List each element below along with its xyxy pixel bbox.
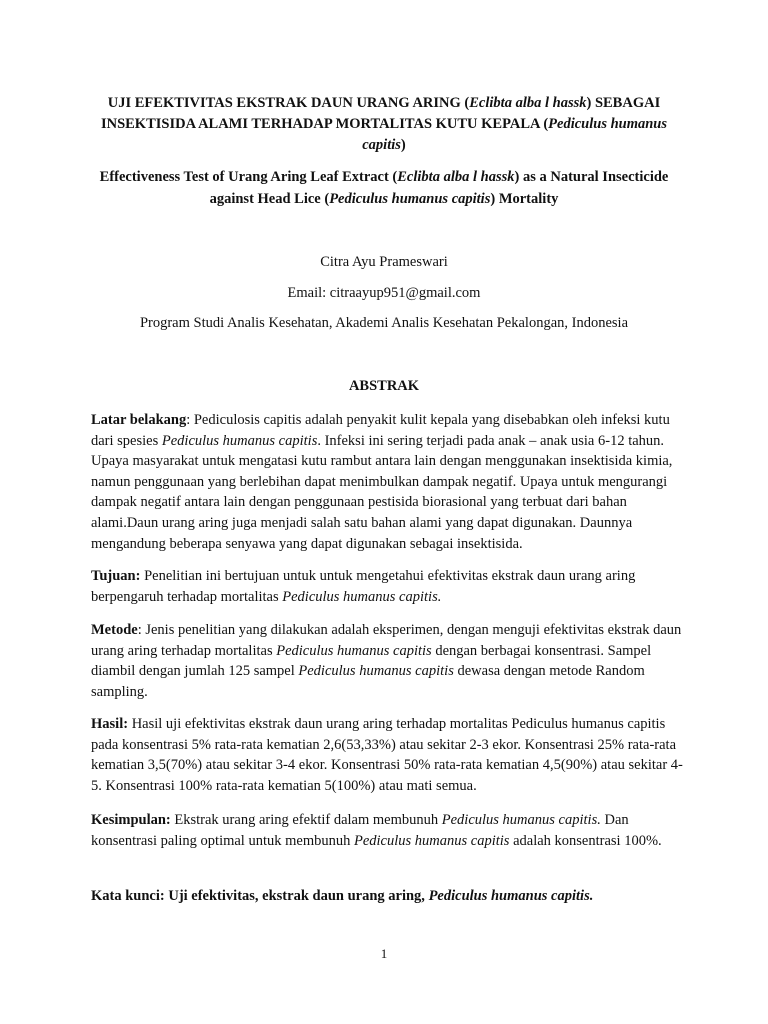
title-id-species1: Eclibta alba l hassk: [469, 95, 587, 111]
method-label: Metode: [91, 622, 138, 638]
conclusion-text-1: Ekstrak urang aring efektif dalam membunuh: [170, 812, 442, 828]
conclusion-text-3: adalah konsentrasi 100%.: [509, 832, 662, 849]
method-text-2: dengan berbagai konsentrasi. Sampel diambil dengan jumlah 125 sampel: [91, 642, 652, 680]
objective-species: Pediculus humanus capitis.: [282, 588, 442, 605]
conclusion-species-1: Pediculus humanus capitis.: [441, 812, 601, 828]
author-affiliation: Program Studi Analis Kesehatan, Akademi Analis Kesehatan Pekalongan, Indonesia: [139, 315, 629, 331]
results-label: Hasil:: [91, 716, 129, 732]
title-en-part2: ) as a Natural Insecticide against Head Lice (: [209, 169, 669, 207]
keywords-label: Kata kunci: Uji efektivitas, ekstrak daun urang aring,: [91, 888, 429, 904]
title-id-species2: Pediculus humanus capitis: [362, 116, 668, 153]
method-species-1: Pediculus humanus capitis: [276, 642, 432, 659]
page-number: 1: [380, 946, 388, 961]
title-en-part3: ) Mortality: [490, 191, 559, 207]
conclusion-text-2: Dan konsentrasi paling optimal untuk membunuh: [91, 812, 629, 849]
abstract-objective-paragraph: [91, 566, 687, 607]
method-text-3: dewasa dengan metode Random sampling.: [91, 663, 645, 700]
abstract-results-paragraph: [91, 714, 687, 796]
abstract-method-paragraph: [91, 620, 687, 702]
author-name: Citra Ayu Prameswari: [320, 254, 448, 270]
method-species-2: Pediculus humanus capitis: [298, 663, 454, 680]
abstract-background-paragraph: [91, 410, 687, 554]
conclusion-species-2: Pediculus humanus capitis: [353, 832, 510, 849]
title-en-species1: Eclibta alba l hassk: [397, 169, 515, 185]
paper-title-english: [90, 166, 678, 210]
background-species: Pediculus humanus capitis: [161, 432, 318, 449]
abstract-heading: ABSTRAK: [348, 378, 420, 394]
background-text-1: : Pediculosis capitis adalah penyakit kulit kepala yang disebabkan oleh infeksi kutu dari spesies: [91, 412, 670, 449]
objective-text-1: Penelitian ini bertujuan untuk untuk mengetahui efektivitas ekstrak daun urang aring berpengaruh terhadap mortalitas: [91, 568, 636, 605]
keywords-paragraph: [91, 886, 687, 907]
objective-label: Tujuan:: [91, 568, 141, 584]
title-en-part1: Effectiveness Test of Urang Aring Leaf Extract (: [99, 169, 398, 185]
background-text-2: . Infeksi ini sering terjadi pada anak – anak usia 6-12 tahun. Upaya masyarakat untuk mengatasi kutu rambut antara lain dengan menggunakan insektisida kimia, namun penggunaan yang berlebihan dapat menimbulkan dampak negatif. Upaya untuk mengurangi dampak negatif antara lain dengan penggunaan pestisida biorasional yang terbuat dari bahan alami.Daun urang aring juga menjadi salah satu bahan alami yang dapat digunakan. Daunnya mengandung beberapa senyawa yang dapat digunakan sebagai insektisida.: [91, 432, 673, 552]
paper-title-indonesian: [90, 93, 678, 156]
conclusion-label: Kesimpulan:: [91, 812, 171, 828]
method-text-1: : Jenis penelitian yang dilakukan adalah eksperimen, dengan menguji efektivitas ekstrak daun urang aring terhadap mortalitas: [91, 622, 682, 659]
background-label: Latar belakang: [91, 412, 187, 428]
results-text: Hasil uji efektivitas ekstrak daun urang aring terhadap mortalitas Pediculus humanus capitis pada konsentrasi 5% rata-rata kematian 2,6(53,33%) atau sekitar 2-3 ekor. Konsentrasi 25% rata-rata kematian 3,5(70%) atau sekitar 3-4 ekor. Konsentrasi 50% rata-rata kematian 4,5(90%) atau sekitar 4-5. Konsentrasi 100% rata-rata kematian 5(100%) atau mati semua.: [91, 716, 683, 794]
abstract-conclusion-paragraph: [91, 810, 687, 851]
title-en-species2: Pediculus humanus capitis: [329, 191, 491, 207]
title-id-part2: ) SEBAGAI INSEKTISIDA ALAMI TERHADAP MORTALITAS KUTU KEPALA (: [100, 95, 661, 132]
title-id-part3: ): [400, 137, 406, 153]
title-id-part1: UJI EFEKTIVITAS EKSTRAK DAUN URANG ARING (: [107, 95, 470, 111]
author-email: Email: citraayup951@gmail.com: [287, 285, 481, 301]
keywords-species: Pediculus humanus capitis.: [428, 888, 594, 904]
